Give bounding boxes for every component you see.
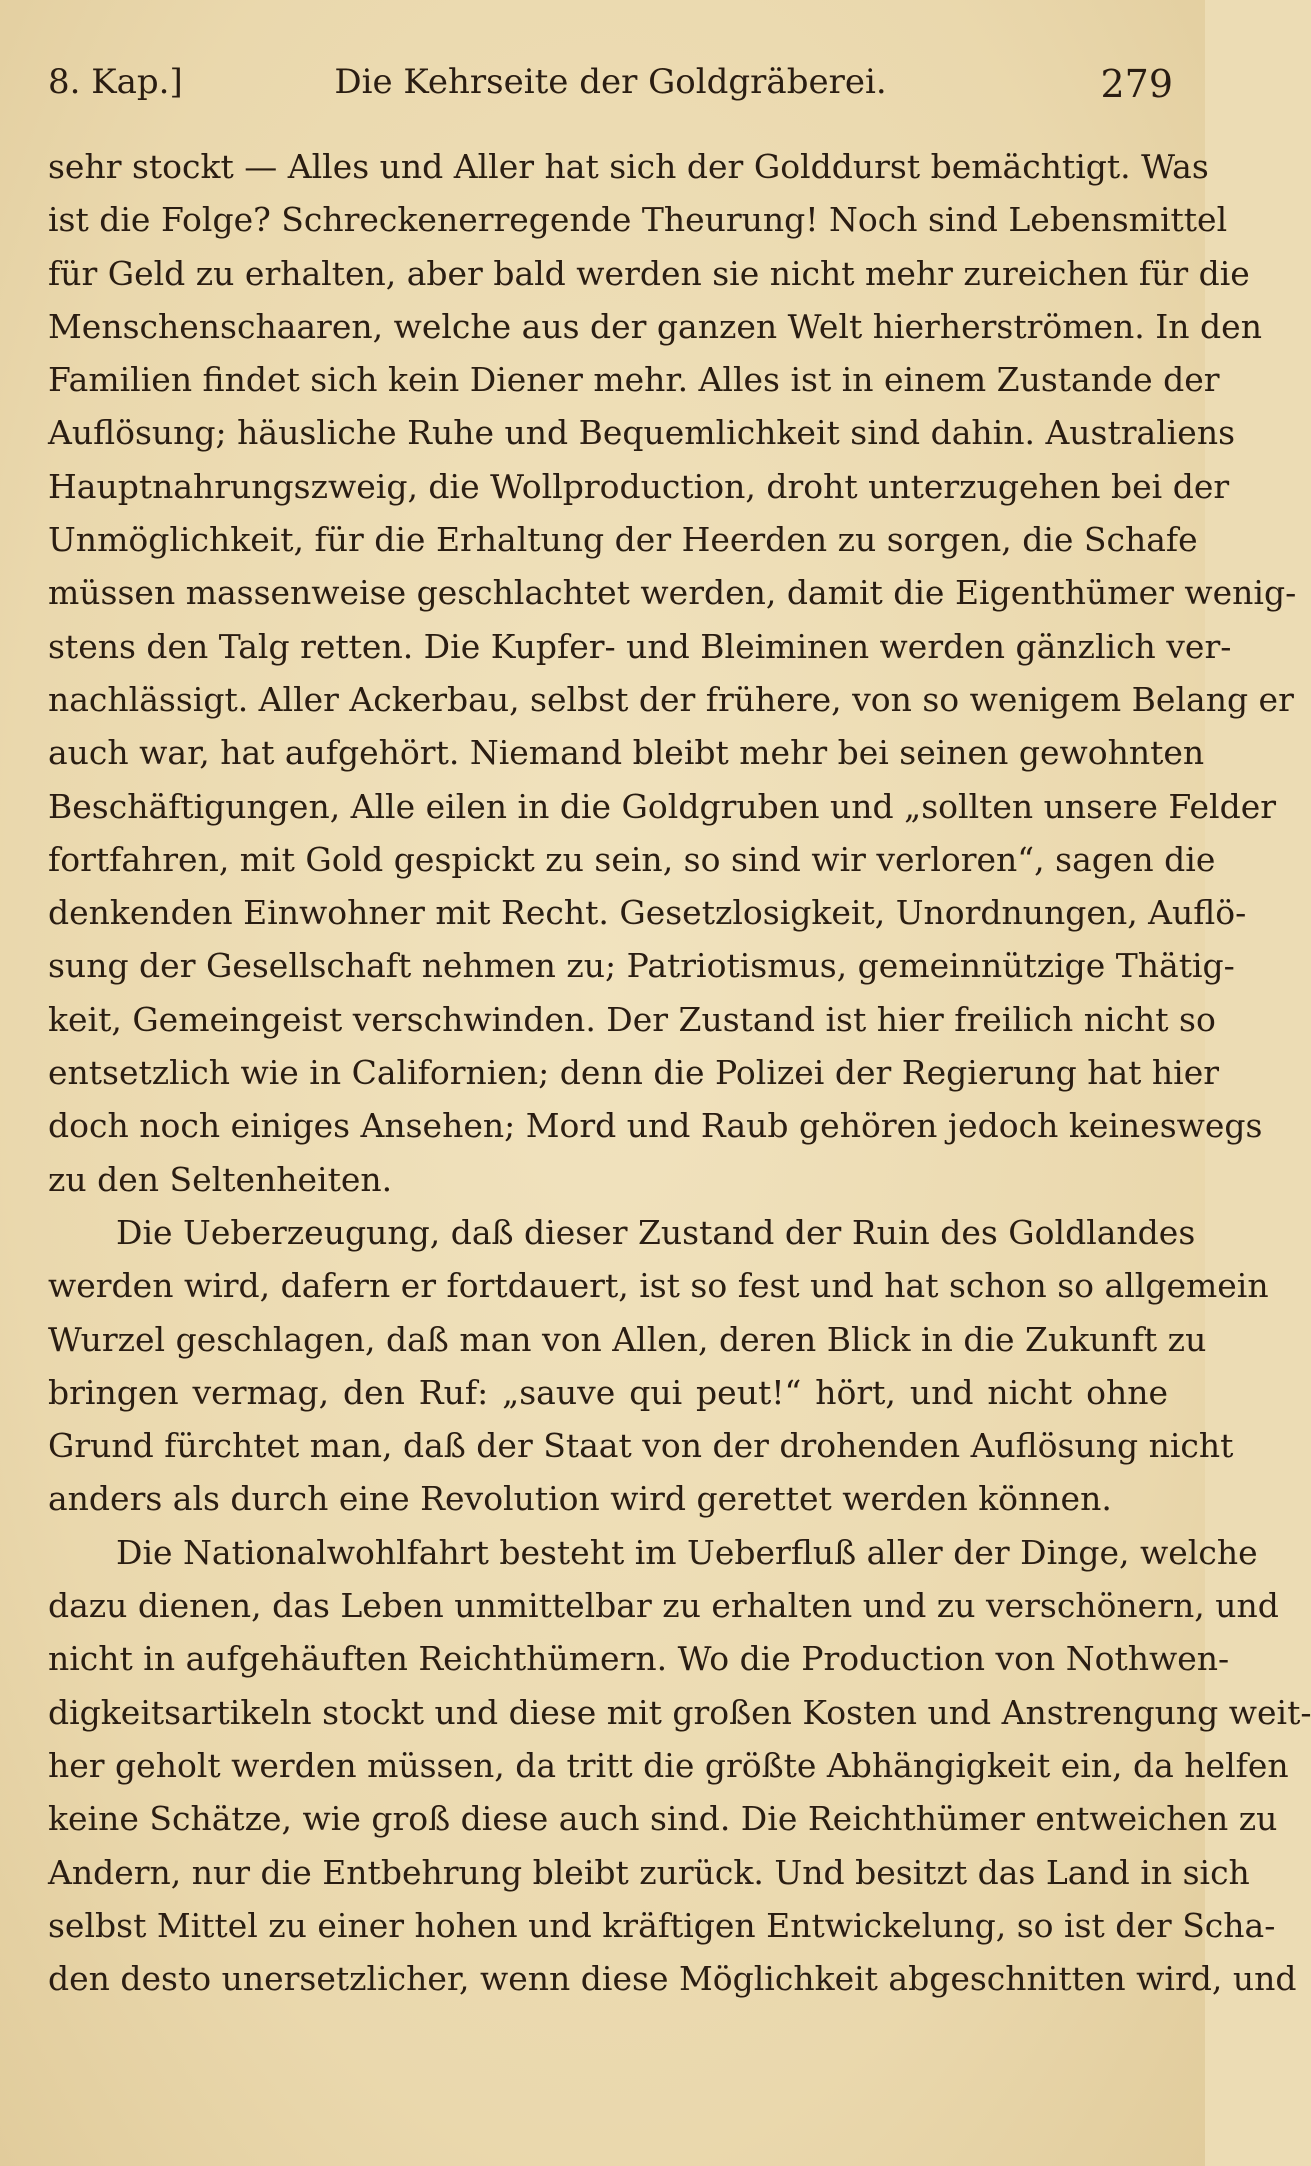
text-line: zu den Seltenheiten. [48,1159,393,1199]
text-line: Beschäftigungen, Alle eilen in die Goldgruben und „sollten unsere Felder [48,786,1277,826]
page-number: 279 [1100,62,1173,106]
text-line: sehr stockt — Alles und Aller hat sich der Golddurst bemächtigt. Was [48,147,1209,186]
text-line: werden wird, dafern er fortdauert, ist so fest und hat schon so allgemein [48,1266,1269,1306]
text-line: bringen vermag, den Ruf: „sauve qui peut!“ hört, und nicht ohne [48,1372,1168,1412]
text-line: keit, Gemeingeist verschwinden. Der Zustand ist hier freilich nicht so [48,999,1216,1039]
text-line: denkenden Einwohner mit Recht. Gesetzlosigkeit, Unordnungen, Auflö- [48,893,1247,933]
text-line: Menschenschaaren, welche aus der ganzen Welt hierherströmen. In den [48,306,1262,346]
text-line: Familien findet sich kein Diener mehr. Alles ist in einem Zustande der [48,360,1220,400]
text-line: selbst Mittel zu einer hohen und kräftigen Entwickelung, so ist der Scha- [48,1905,1276,1945]
chapter-label: 8. Kap.] [48,62,183,102]
text-line: Die Nationalwohlfahrt besteht im Ueberfluß aller der Dinge, welche [116,1532,1258,1572]
text-line: auch war, hat aufgehört. Niemand bleibt mehr bei seinen gewohnten [48,733,1205,773]
text-line: nicht in aufgehäuften Reichthümern. Wo die Production von Nothwen- [48,1639,1230,1679]
text-line: sung der Gesellschaft nehmen zu; Patriotismus, gemeinnützige Thätig- [48,946,1235,986]
text-line: den desto unersetzlicher, wenn diese Möglichkeit abgeschnitten wird, und [48,1959,1297,1999]
text-line: Hauptnahrungszweig, die Wollproduction, droht unterzugehen bei der [48,466,1230,506]
text-line: nachlässigt. Aller Ackerbau, selbst der frühere, von so wenigem Belang er [48,679,1294,719]
text-line: für Geld zu erhalten, aber bald werden sie nicht mehr zureichen für die [48,253,1250,293]
running-header [48,62,1173,122]
text-line: müssen massenweise geschlachtet werden, damit die Eigenthümer wenig- [48,573,1297,613]
text-line: Wurzel geschlagen, daß man von Allen, deren Blick in die Zukunft zu [48,1319,1207,1359]
text-line: digkeitsartikeln stockt und diese mit großen Kosten und Anstrengung weit- [48,1692,1311,1732]
text-line: stens den Talg retten. Die Kupfer- und Bleiminen werden gänzlich ver- [48,626,1232,666]
text-line: her geholt werden müssen, da tritt die größte Abhängigkeit ein, da helfen [48,1745,1289,1785]
running-title: Die Kehrseite der Goldgräberei. [334,62,887,102]
text-line: Andern, nur die Entbehrung bleibt zurück. Und besitzt das Land in sich [48,1852,1250,1892]
text-line: dazu dienen, das Leben unmittelbar zu erhalten und zu verschönern, und [48,1586,1279,1626]
text-line: fortfahren, mit Gold gespickt zu sein, so sind wir verloren“, sagen die [48,839,1216,879]
text-line: Auflösung; häusliche Ruhe und Bequemlichkeit sind dahin. Australiens [48,413,1236,453]
text-line: keine Schätze, wie groß diese auch sind. Die Reichthümer entweichen zu [48,1799,1278,1839]
text-line: ist die Folge? Schreckenerregende Theurung! Noch sind Lebensmittel [48,200,1228,240]
text-line: Unmöglichkeit, für die Erhaltung der Heerden zu sorgen, die Schafe [48,520,1198,560]
text-line: Grund fürchtet man, daß der Staat von der drohenden Auflösung nicht [48,1426,1234,1466]
text-line: anders als durch eine Revolution wird gerettet werden können. [48,1479,1112,1519]
text-line: Die Ueberzeugung, daß dieser Zustand der Ruin des Goldlandes [116,1212,1196,1252]
body-text [48,140,1311,2005]
text-line: doch noch einiges Ansehen; Mord und Raub gehören jedoch keineswegs [48,1106,1263,1146]
text-line: entsetzlich wie in Californien; denn die Polizei der Regierung hat hier [48,1053,1220,1093]
